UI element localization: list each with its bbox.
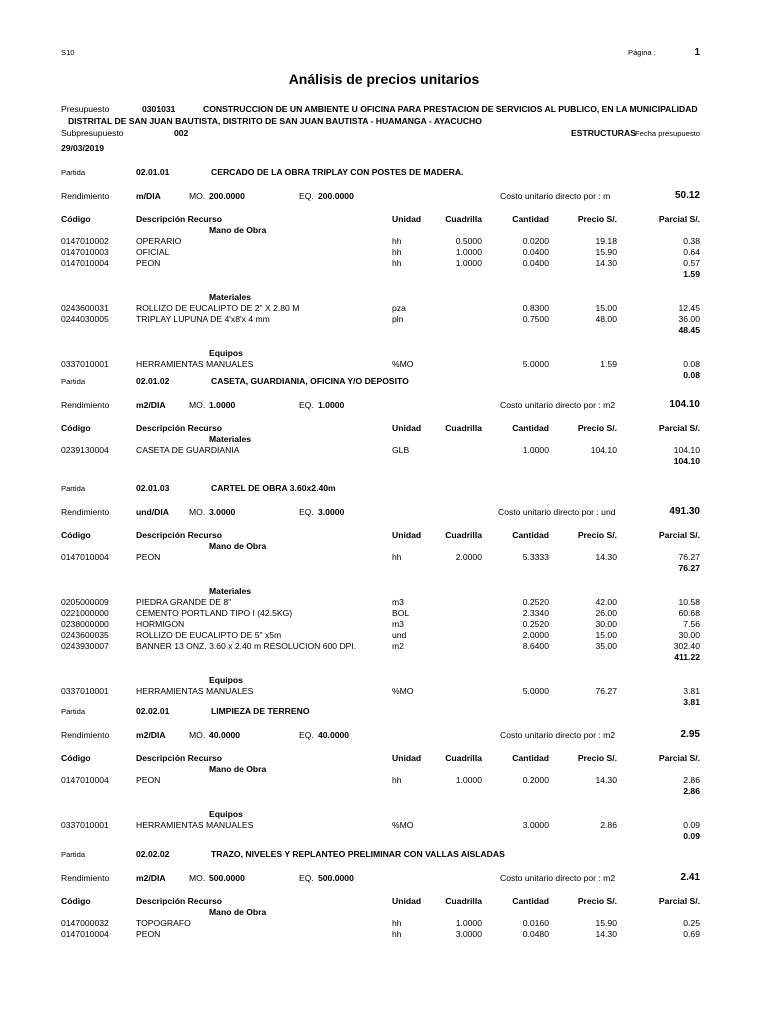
mo-value: 1.0000: [209, 400, 236, 410]
resource-parcial: 0.38: [683, 236, 700, 246]
page-label: Página :: [628, 48, 656, 57]
eq-label: EQ.: [299, 400, 314, 410]
col-parcial: Parcial S/.: [658, 423, 700, 433]
resource-parcial: 60.68: [678, 608, 700, 618]
resource-cantidad: 2.0000: [522, 630, 549, 640]
resource-precio: 1.59: [600, 359, 617, 369]
rendimiento-unit: m2/DIA: [136, 730, 166, 740]
resource-unit: pln: [392, 314, 404, 324]
resource-code: 0147010004: [61, 929, 109, 939]
resource-description: HERRAMIENTAS MANUALES: [136, 686, 254, 696]
resource-cantidad: 0.2520: [522, 619, 549, 629]
resource-parcial: 3.81: [683, 686, 700, 696]
resource-code: 0337010001: [61, 359, 109, 369]
resource-code: 0337010001: [61, 686, 109, 696]
presupuesto-description: CONSTRUCCION DE UN AMBIENTE U OFICINA PARA PRESTACION DE SERVICIOS AL PUBLICO, EN LA MUNICIPALIDAD: [203, 104, 698, 114]
group-subtotal: 1.59: [683, 269, 700, 279]
col-parcial: Parcial S/.: [658, 214, 700, 224]
resource-code: 0205000009: [61, 597, 109, 607]
presupuesto-code: 0301031: [142, 104, 176, 114]
partida-title: TRAZO, NIVELES Y REPLANTEO PRELIMINAR CON VALLAS AISLADAS: [211, 849, 505, 859]
resource-cuadrilla: 1.0000: [455, 247, 482, 257]
mo-value: 40.0000: [209, 730, 241, 740]
partida-code: 02.01.01: [136, 167, 170, 177]
resource-unit: m3: [392, 597, 404, 607]
eq-value: 3.0000: [318, 507, 345, 517]
mo-label: MO.: [189, 730, 206, 740]
col-descripcion: Descripción Recurso: [136, 530, 222, 540]
resource-precio: 48.00: [595, 314, 617, 324]
presupuesto-description-cont: DISTRITAL DE SAN JUAN BAUTISTA, DISTRITO DE SAN JUAN BAUTISTA - HUAMANGA - AYACUCHO: [68, 116, 482, 126]
resource-parcial: 0.64: [683, 247, 700, 257]
resource-cantidad: 0.0400: [522, 247, 549, 257]
resource-precio: 15.90: [595, 247, 617, 257]
resource-cantidad: 1.0000: [522, 445, 549, 455]
eq-label: EQ.: [299, 507, 314, 517]
partida-title: CERCADO DE LA OBRA TRIPLAY CON POSTES DE MADERA.: [211, 167, 464, 177]
resource-code: 0244030005: [61, 314, 109, 324]
fecha-presupuesto: 29/03/2019: [61, 143, 105, 153]
resource-cantidad: 0.0400: [522, 258, 549, 268]
resource-cantidad: 5.0000: [522, 359, 549, 369]
resource-code: 0147010003: [61, 247, 109, 257]
mo-label: MO.: [189, 507, 206, 517]
resource-parcial: 7.56: [683, 619, 700, 629]
resource-code: 0147010004: [61, 258, 109, 268]
group-header: Mano de Obra: [209, 907, 267, 917]
subpresupuesto-label: Subpresupuesto: [61, 128, 124, 138]
group-header: Mano de Obra: [209, 225, 267, 235]
partida-label: Partida: [61, 707, 86, 716]
group-subtotal: 2.86: [683, 786, 700, 796]
group-subtotal: 411.22: [674, 652, 700, 662]
resource-precio: 35.00: [595, 641, 617, 651]
group-subtotal: 48.45: [678, 325, 700, 335]
eq-value: 40.0000: [318, 730, 350, 740]
rendimiento-label: Rendimiento: [61, 191, 110, 201]
resource-description: TRIPLAY LUPUNA DE 4'x8'x 4 mm: [136, 314, 270, 324]
col-cantidad: Cantidad: [512, 423, 549, 433]
subpresupuesto-name: ESTRUCTURAS: [571, 128, 636, 138]
resource-precio: 26.00: [595, 608, 617, 618]
partida-title: CARTEL DE OBRA 3.60x2.40m: [211, 483, 336, 493]
eq-label: EQ.: [299, 873, 314, 883]
col-codigo: Código: [61, 530, 91, 540]
mo-label: MO.: [189, 191, 206, 201]
group-subtotal: 3.81: [683, 697, 700, 707]
resource-precio: 42.00: [595, 597, 617, 607]
group-header: Materiales: [209, 292, 252, 302]
eq-label: EQ.: [299, 191, 314, 201]
resource-parcial: 302.40: [673, 641, 700, 651]
partida-title: LIMPIEZA DE TERRENO: [211, 706, 310, 716]
resource-unit: hh: [392, 247, 402, 257]
resource-unit: hh: [392, 775, 402, 785]
costo-value: 104.10: [669, 399, 700, 410]
resource-cuadrilla: 2.0000: [455, 552, 482, 562]
rendimiento-label: Rendimiento: [61, 730, 110, 740]
mo-value: 500.0000: [209, 873, 245, 883]
fecha-label: Fecha presupuesto: [634, 129, 700, 138]
resource-description: PEON: [136, 929, 161, 939]
col-codigo: Código: [61, 214, 91, 224]
col-cuadrilla: Cuadrilla: [445, 753, 482, 763]
resource-cantidad: 8.6400: [522, 641, 549, 651]
resource-unit: hh: [392, 929, 402, 939]
costo-label: Costo unitario directo por : und: [498, 507, 616, 517]
partida-code: 02.02.01: [136, 706, 170, 716]
resource-precio: 15.00: [595, 630, 617, 640]
resource-cantidad: 0.0160: [522, 918, 549, 928]
resource-parcial: 30.00: [678, 630, 700, 640]
col-cuadrilla: Cuadrilla: [445, 530, 482, 540]
resource-cuadrilla: 0.5000: [455, 236, 482, 246]
resource-precio: 30.00: [595, 619, 617, 629]
resource-unit: hh: [392, 918, 402, 928]
group-subtotal: 104.10: [673, 456, 700, 466]
partida-label: Partida: [61, 484, 86, 493]
col-descripcion: Descripción Recurso: [136, 753, 222, 763]
group-header: Mano de Obra: [209, 764, 267, 774]
resource-cantidad: 5.3333: [522, 552, 549, 562]
partida-label: Partida: [61, 168, 86, 177]
mo-value: 3.0000: [209, 507, 236, 517]
resource-code: 0147010004: [61, 775, 109, 785]
rendimiento-label: Rendimiento: [61, 400, 110, 410]
resource-code: 0239130004: [61, 445, 109, 455]
resource-precio: 104.10: [590, 445, 617, 455]
resource-cuadrilla: 3.0000: [455, 929, 482, 939]
resource-code: 0221000000: [61, 608, 109, 618]
resource-unit: m2: [392, 641, 404, 651]
resource-parcial: 76.27: [678, 552, 700, 562]
resource-precio: 19.18: [595, 236, 617, 246]
resource-precio: 14.30: [595, 929, 617, 939]
subpresupuesto-code: 002: [174, 128, 189, 138]
resource-description: TOPOGRAFO: [136, 918, 191, 928]
resource-precio: 14.30: [595, 258, 617, 268]
eq-label: EQ.: [299, 730, 314, 740]
resource-code: 0238000000: [61, 619, 109, 629]
resource-cantidad: 0.0200: [522, 236, 549, 246]
rendimiento-label: Rendimiento: [61, 873, 110, 883]
resource-cuadrilla: 1.0000: [455, 258, 482, 268]
resource-cantidad: 0.2520: [522, 597, 549, 607]
col-codigo: Código: [61, 753, 91, 763]
col-cantidad: Cantidad: [512, 530, 549, 540]
col-cuadrilla: Cuadrilla: [445, 214, 482, 224]
resource-unit: %MO: [392, 359, 414, 369]
col-precio: Precio S/.: [577, 530, 617, 540]
resource-cantidad: 0.2000: [522, 775, 549, 785]
col-descripcion: Descripción Recurso: [136, 214, 222, 224]
col-unidad: Unidad: [392, 530, 422, 540]
resource-description: PEON: [136, 552, 161, 562]
costo-value: 491.30: [669, 506, 700, 517]
col-parcial: Parcial S/.: [658, 530, 700, 540]
resource-parcial: 36.00: [678, 314, 700, 324]
resource-parcial: 10.58: [678, 597, 700, 607]
col-cantidad: Cantidad: [512, 753, 549, 763]
col-precio: Precio S/.: [577, 423, 617, 433]
resource-parcial: 0.09: [683, 820, 700, 830]
resource-unit: hh: [392, 258, 402, 268]
partida-title: CASETA, GUARDIANIA, OFICINA Y/O DEPOSITO: [211, 376, 409, 386]
partida-code: 02.01.02: [136, 376, 170, 386]
resource-code: 0147000032: [61, 918, 109, 928]
resource-cantidad: 0.8300: [522, 303, 549, 313]
resource-cantidad: 5.0000: [522, 686, 549, 696]
col-codigo: Código: [61, 896, 91, 906]
col-precio: Precio S/.: [577, 753, 617, 763]
presupuesto-label: Presupuesto: [61, 104, 110, 114]
resource-description: ROLLIZO DE EUCALIPTO DE 2" X 2.80 M: [136, 303, 300, 313]
resource-code: 0147010002: [61, 236, 109, 246]
resource-cantidad: 2.3340: [522, 608, 549, 618]
col-unidad: Unidad: [392, 423, 422, 433]
costo-label: Costo unitario directo por : m: [500, 191, 611, 201]
resource-unit: %MO: [392, 686, 414, 696]
page-number: 1: [694, 47, 700, 58]
resource-parcial: 2.86: [683, 775, 700, 785]
resource-precio: 76.27: [595, 686, 617, 696]
costo-label: Costo unitario directo por : m2: [500, 400, 616, 410]
resource-description: PIEDRA GRANDE DE 8": [136, 597, 232, 607]
resource-precio: 15.90: [595, 918, 617, 928]
col-unidad: Unidad: [392, 214, 422, 224]
costo-label: Costo unitario directo por : m2: [500, 730, 616, 740]
rendimiento-unit: m/DIA: [136, 191, 161, 201]
rendimiento-unit: m2/DIA: [136, 400, 166, 410]
resource-description: PEON: [136, 258, 161, 268]
resource-unit: m3: [392, 619, 404, 629]
resource-unit: %MO: [392, 820, 414, 830]
resource-description: BANNER 13 ONZ. 3.60 x 2.40 m RESOLUCION 600 DPI.: [136, 641, 357, 651]
resource-description: HERRAMIENTAS MANUALES: [136, 820, 254, 830]
col-codigo: Código: [61, 423, 91, 433]
resource-unit: pza: [392, 303, 406, 313]
resource-parcial: 0.25: [683, 918, 700, 928]
resource-code: 0147010004: [61, 552, 109, 562]
resource-unit: GLB: [392, 445, 410, 455]
resource-cantidad: 0.0480: [522, 929, 549, 939]
resource-parcial: 0.08: [683, 359, 700, 369]
costo-value: 50.12: [674, 190, 700, 201]
resource-precio: 14.30: [595, 775, 617, 785]
col-precio: Precio S/.: [577, 214, 617, 224]
resource-unit: hh: [392, 236, 402, 246]
eq-value: 500.0000: [318, 873, 354, 883]
col-cantidad: Cantidad: [512, 896, 549, 906]
resource-code: 0243600035: [61, 630, 109, 640]
resource-precio: 15.00: [595, 303, 617, 313]
system-tag: S10: [61, 48, 75, 57]
partida-label: Partida: [61, 377, 86, 386]
rendimiento-label: Rendimiento: [61, 507, 110, 517]
partida-code: 02.01.03: [136, 483, 170, 493]
col-descripcion: Descripción Recurso: [136, 423, 222, 433]
costo-value: 2.41: [680, 872, 700, 883]
resource-description: OFICIAL: [136, 247, 170, 257]
resource-precio: 2.86: [600, 820, 617, 830]
rendimiento-unit: m2/DIA: [136, 873, 166, 883]
group-subtotal: 0.09: [683, 831, 700, 841]
resource-cantidad: 0.7500: [522, 314, 549, 324]
resource-unit: hh: [392, 552, 402, 562]
eq-value: 200.0000: [318, 191, 354, 201]
group-subtotal: 76.27: [678, 563, 700, 573]
resource-description: PEON: [136, 775, 161, 785]
resource-description: HERRAMIENTAS MANUALES: [136, 359, 254, 369]
resource-cuadrilla: 1.0000: [455, 918, 482, 928]
resource-description: HORMIGON: [136, 619, 185, 629]
resource-description: CASETA DE GUARDIANIA: [136, 445, 240, 455]
resource-code: 0337010001: [61, 820, 109, 830]
col-cuadrilla: Cuadrilla: [445, 423, 482, 433]
group-header: Equipos: [209, 675, 243, 685]
resource-cuadrilla: 1.0000: [455, 775, 482, 785]
resource-description: ROLLIZO DE EUCALIPTO DE 5" x5m: [136, 630, 282, 640]
col-cantidad: Cantidad: [512, 214, 549, 224]
col-cuadrilla: Cuadrilla: [445, 896, 482, 906]
page-title: Análisis de precios unitarios: [288, 71, 480, 87]
group-header: Equipos: [209, 348, 243, 358]
col-parcial: Parcial S/.: [658, 896, 700, 906]
col-precio: Precio S/.: [577, 896, 617, 906]
costo-value: 2.95: [680, 729, 700, 740]
resource-parcial: 0.57: [683, 258, 700, 268]
col-unidad: Unidad: [392, 753, 422, 763]
partida-code: 02.02.02: [136, 849, 170, 859]
resource-parcial: 104.10: [673, 445, 700, 455]
resource-precio: 14.30: [595, 552, 617, 562]
group-header: Equipos: [209, 809, 243, 819]
group-header: Materiales: [209, 586, 252, 596]
costo-label: Costo unitario directo por : m2: [500, 873, 616, 883]
resource-code: 0243930007: [61, 641, 109, 651]
col-descripcion: Descripción Recurso: [136, 896, 222, 906]
resource-unit: und: [392, 630, 407, 640]
resource-description: CEMENTO PORTLAND TIPO I (42.5KG): [136, 608, 293, 618]
group-header: Mano de Obra: [209, 541, 267, 551]
resource-description: OPERARIO: [136, 236, 182, 246]
resource-code: 0243600031: [61, 303, 109, 313]
mo-value: 200.0000: [209, 191, 245, 201]
resource-parcial: 12.45: [678, 303, 700, 313]
mo-label: MO.: [189, 873, 206, 883]
mo-label: MO.: [189, 400, 206, 410]
group-subtotal: 0.08: [683, 370, 700, 380]
resource-cantidad: 3.0000: [522, 820, 549, 830]
col-unidad: Unidad: [392, 896, 422, 906]
resource-parcial: 0.69: [683, 929, 700, 939]
eq-value: 1.0000: [318, 400, 345, 410]
rendimiento-unit: und/DIA: [136, 507, 169, 517]
col-parcial: Parcial S/.: [658, 753, 700, 763]
group-header: Materiales: [209, 434, 252, 444]
partida-label: Partida: [61, 850, 86, 859]
resource-unit: BOL: [392, 608, 410, 618]
